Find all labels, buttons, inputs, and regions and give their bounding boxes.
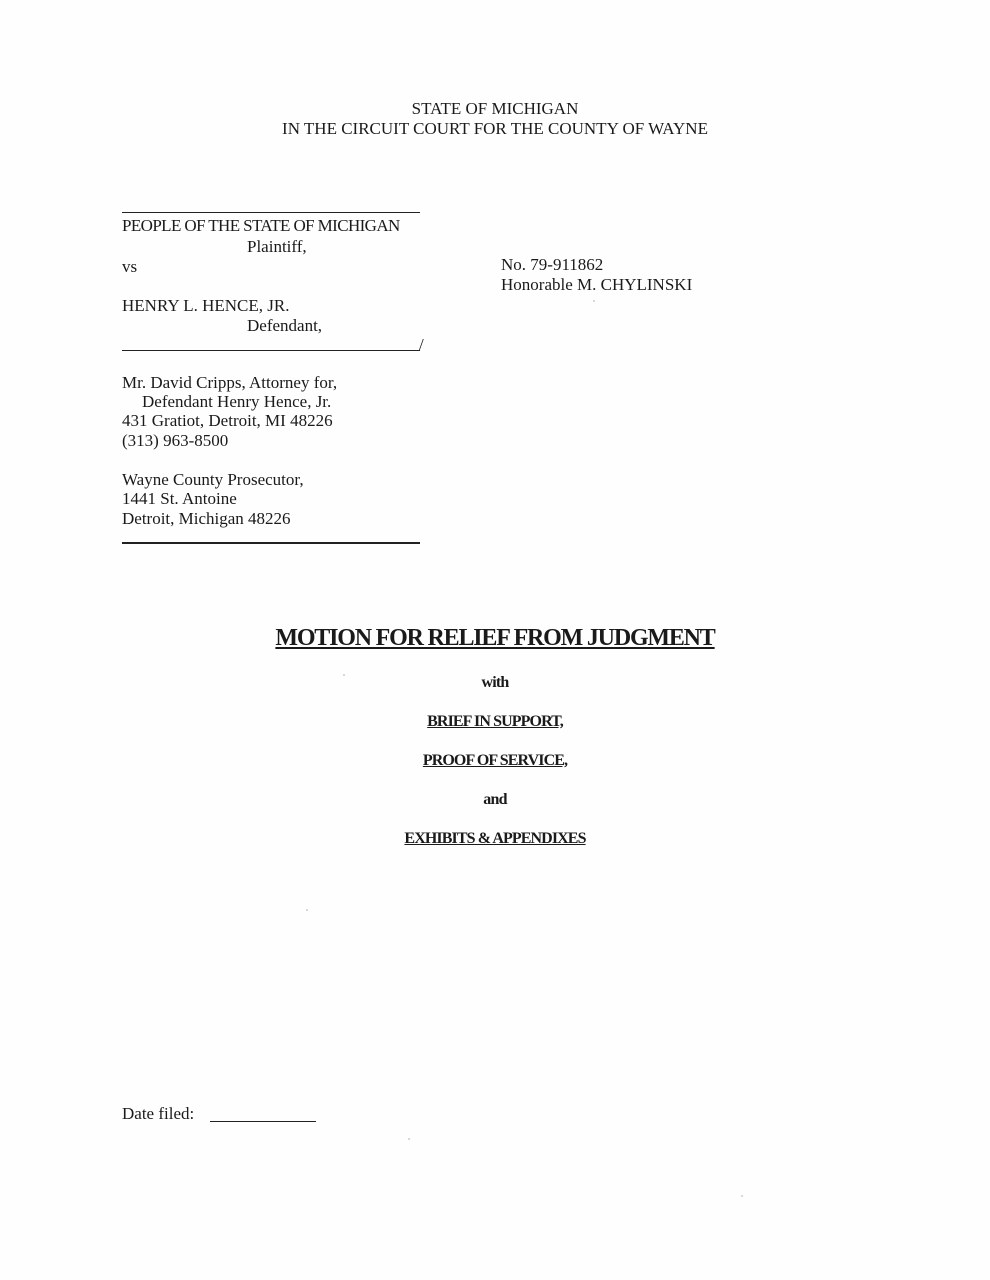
versus-label: vs [122,257,138,276]
scan-speck [343,674,345,676]
caption-slash: / [419,335,424,354]
court-state: STATE OF MICHIGAN [411,99,579,118]
court-name: IN THE CIRCUIT COURT FOR THE COUNTY OF WAYNE [282,119,708,138]
date-filed-blank [210,1121,316,1122]
prosecutor-line1: Wayne County Prosecutor, [122,470,304,489]
motion-and: and [483,791,507,808]
plaintiff-name: PEOPLE OF THE STATE OF MICHIGAN [122,216,400,235]
motion-proof: PROOF OF SERVICE, [422,752,568,769]
defendant-name: HENRY L. HENCE, JR. [122,296,290,315]
caption-bottom-rule [122,350,420,351]
judge-name: Honorable M. CHYLINSKI [501,275,693,294]
attorney-phone: (313) 963-8500 [122,431,229,450]
motion-exhibits: EXHIBITS & APPENDIXES [404,830,586,847]
scan-speck [593,300,595,302]
motion-brief: BRIEF IN SUPPORT, [427,713,563,730]
attorney-line2: Defendant Henry Hence, Jr. [142,392,332,411]
caption-top-rule [122,212,420,213]
scan-speck [408,1138,410,1140]
plaintiff-role: Plaintiff, [247,237,307,256]
date-filed-label: Date filed: [122,1104,195,1123]
scan-speck [741,1195,743,1197]
scan-speck [306,909,308,911]
case-number: No. 79-911862 [501,255,604,274]
motion-with: with [481,674,509,691]
prosecutor-address: 1441 St. Antoine [122,489,237,508]
motion-title: MOTION FOR RELIEF FROM JUDGMENT [275,625,715,651]
prosecutor-city: Detroit, Michigan 48226 [122,509,291,528]
attorney-address: 431 Gratiot, Detroit, MI 48226 [122,411,333,430]
attorney-line1: Mr. David Cripps, Attorney for, [122,373,338,392]
parties-bottom-rule [122,542,420,544]
defendant-role: Defendant, [247,316,323,335]
